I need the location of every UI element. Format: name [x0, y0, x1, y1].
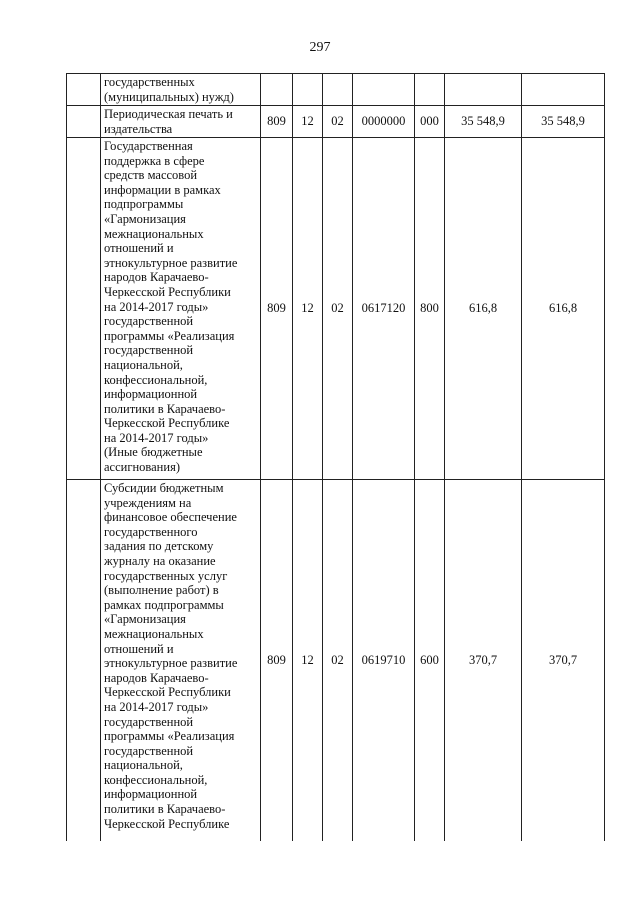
name-line: межнациональных [104, 626, 204, 641]
name-line: (муниципальных) нужд) [104, 89, 234, 104]
name-line: государственного [104, 524, 198, 539]
csr-cell: 0617120 [353, 138, 415, 480]
name-line: Субсидии бюджетным [104, 481, 224, 495]
index-cell [67, 106, 101, 138]
name-line: межнациональных [104, 226, 204, 241]
name-line: государственной [104, 714, 194, 729]
name-line: учреждениям на [104, 495, 192, 510]
name-line: этнокультурное развитие [104, 255, 238, 270]
name-line: финансовое обеспечение [104, 510, 237, 525]
csr-cell: 0000000 [353, 106, 415, 138]
pr-cell: 02 [323, 138, 353, 480]
vr-cell: 800 [415, 138, 445, 480]
csr-cell [353, 74, 415, 106]
name-line: на 2014-2017 годы» [104, 299, 209, 314]
name-cell [101, 138, 261, 480]
name-line: национальной, [104, 357, 183, 372]
rz-cell: 12 [293, 106, 323, 138]
name-line: рамках подпрограммы [104, 597, 224, 612]
name-line: этнокультурное развитие [104, 656, 238, 671]
name-line: народов Карачаево- [104, 670, 209, 685]
name-line: конфессиональной, [104, 372, 208, 387]
name-line: государственной [104, 343, 194, 358]
pr-cell: 02 [323, 480, 353, 842]
table-row [67, 480, 605, 842]
table-row [67, 106, 605, 138]
name-line: поддержка в сфере [104, 153, 205, 168]
page-number: 297 [309, 40, 331, 55]
rz-cell [293, 74, 323, 106]
name-line: ассигнования) [104, 460, 180, 475]
name-line: (выполнение работ) в [104, 583, 219, 598]
name-line: «Гармонизация [104, 612, 186, 627]
name-line: программы «Реализация [104, 328, 235, 343]
name-line: конфессиональной, [104, 772, 208, 787]
sum-2-cell: 35 548,9 [522, 106, 605, 138]
pr-cell: 02 [323, 106, 353, 138]
sum-2-cell: 370,7 [522, 480, 605, 842]
sum-2-cell: 616,8 [522, 138, 605, 480]
name-line: Черкесской Республики [104, 284, 231, 299]
pr-cell [323, 74, 353, 106]
vr-cell [415, 74, 445, 106]
sum-1-cell: 616,8 [445, 138, 522, 480]
name-line: государственных [104, 75, 195, 89]
name-line: государственной [104, 743, 194, 758]
budget-table [66, 73, 605, 841]
name-line: государственной [104, 314, 194, 329]
vr-cell: 600 [415, 480, 445, 842]
name-line: Государственная [104, 139, 193, 153]
name-cell [101, 480, 261, 842]
sum-1-cell: 35 548,9 [445, 106, 522, 138]
name-line: отношений и [104, 241, 174, 256]
name-line: «Гармонизация [104, 211, 186, 226]
ved-cell: 809 [261, 106, 293, 138]
csr-cell: 0619710 [353, 480, 415, 842]
name-line: программы «Реализация [104, 729, 235, 744]
sum-1-cell: 370,7 [445, 480, 522, 842]
name-cell [101, 106, 261, 138]
name-line: национальной, [104, 758, 183, 773]
sum-2-cell [522, 74, 605, 106]
table-row [67, 74, 605, 106]
name-cell [101, 74, 261, 106]
name-line: Черкесской Республики [104, 685, 231, 700]
name-line: на 2014-2017 годы» [104, 430, 209, 445]
table-row [67, 138, 605, 480]
name-line: (Иные бюджетные [104, 445, 203, 460]
name-line: Периодическая печать и [104, 107, 233, 121]
ved-cell [261, 74, 293, 106]
index-cell [67, 138, 101, 480]
name-line: народов Карачаево- [104, 270, 209, 285]
name-line: политики в Карачаево- [104, 401, 226, 416]
name-line: информационной [104, 787, 198, 802]
name-line: Черкесской Республике [104, 416, 230, 431]
sum-1-cell [445, 74, 522, 106]
rz-cell: 12 [293, 480, 323, 842]
name-line: отношений и [104, 641, 174, 656]
ved-cell: 809 [261, 480, 293, 842]
name-line: информации в рамках [104, 182, 221, 197]
name-line: Черкесской Республике [104, 816, 230, 831]
name-line: на 2014-2017 годы» [104, 699, 209, 714]
index-cell [67, 480, 101, 842]
index-cell [67, 74, 101, 106]
name-line: задания по детскому [104, 539, 214, 554]
name-line: государственных услуг [104, 568, 228, 583]
name-line: средств массовой [104, 168, 198, 183]
name-line: информационной [104, 387, 198, 402]
name-line: политики в Карачаево- [104, 802, 226, 817]
vr-cell: 000 [415, 106, 445, 138]
name-line: журналу на оказание [104, 553, 216, 568]
ved-cell: 809 [261, 138, 293, 480]
name-line: издательства [104, 121, 173, 136]
rz-cell: 12 [293, 138, 323, 480]
name-line: подпрограммы [104, 197, 184, 212]
